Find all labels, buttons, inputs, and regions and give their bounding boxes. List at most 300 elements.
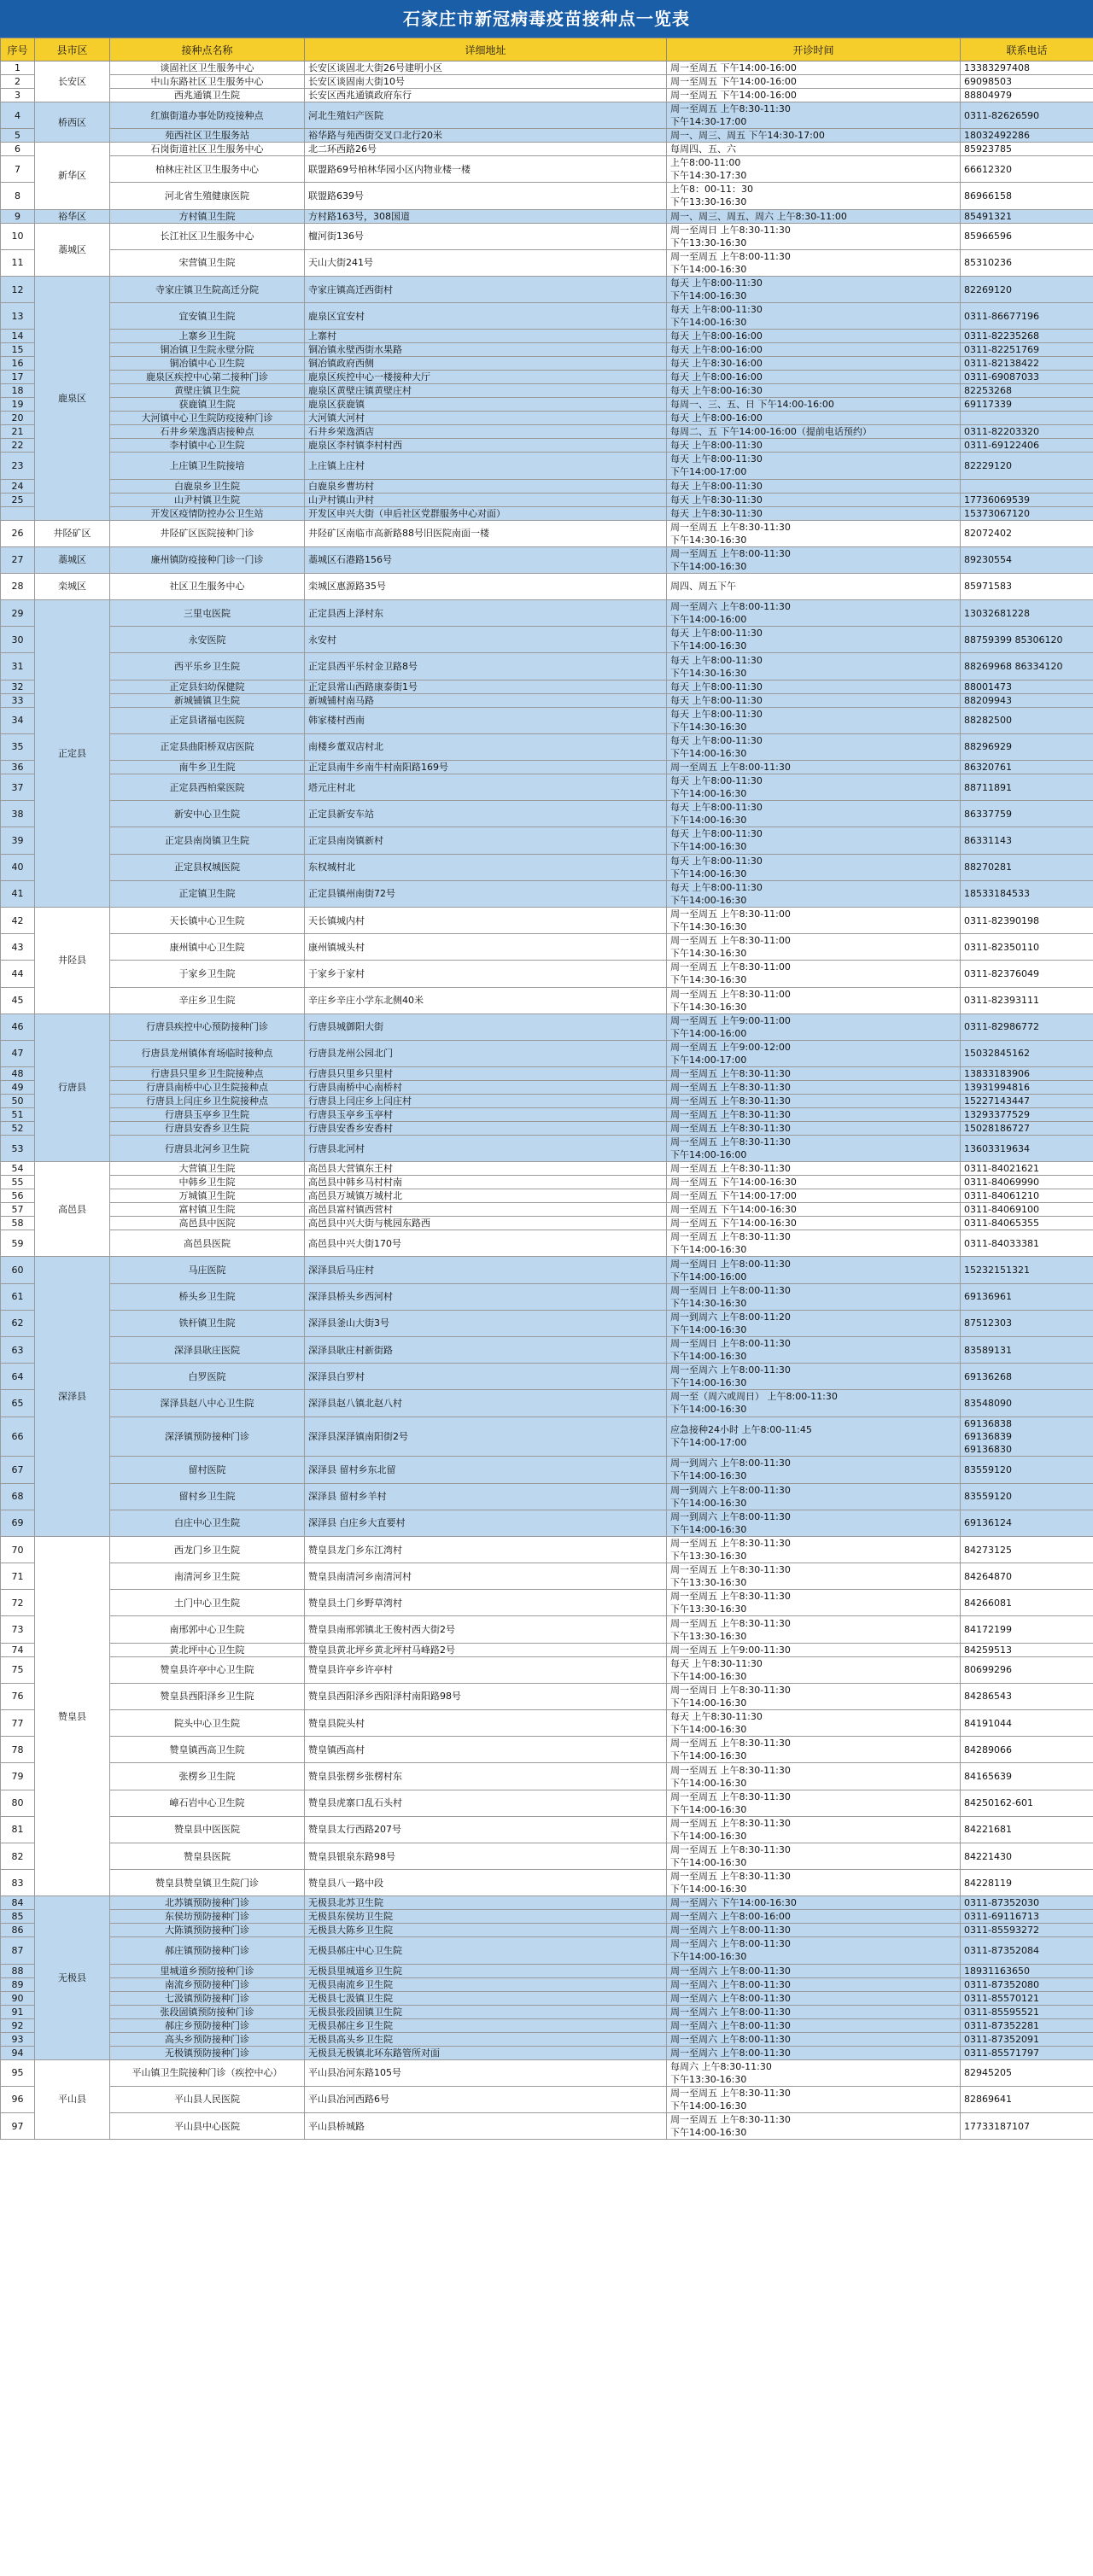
- cell-no: 78: [1, 1737, 35, 1763]
- cell-site-name: 南邢郭中心卫生院: [110, 1616, 305, 1643]
- table-row: [1, 934, 1093, 961]
- cell-address: 深泽县耿庄村新街路: [305, 1337, 667, 1364]
- table-header-row: [1, 38, 1093, 61]
- cell-no: 76: [1, 1683, 35, 1709]
- cell-no: 9: [1, 209, 35, 223]
- cell-hours: 每天 上午8:00-11:30 下午14:00-16:30: [667, 303, 961, 330]
- cell-no: 4: [1, 102, 35, 129]
- cell-no: 74: [1, 1643, 35, 1656]
- cell-address: 行唐县南桥中心南桥村: [305, 1081, 667, 1095]
- cell-site-name: 正定县妇幼保健院: [110, 680, 305, 693]
- cell-site-name: 郝庄镇预防接种门诊: [110, 1937, 305, 1964]
- cell-phone: 86337759: [961, 801, 1093, 827]
- cell-no: 31: [1, 653, 35, 680]
- cell-hours: 周一到周六 上午8:00-11:30 下午14:00-16:30: [667, 1510, 961, 1536]
- cell-phone: 80699296: [961, 1656, 1093, 1683]
- cell-no: 68: [1, 1483, 35, 1510]
- table-row: [1, 1643, 1093, 1656]
- cell-address: 南楼乡董双店村北: [305, 733, 667, 760]
- cell-site-name: 行唐县安香乡卫生院: [110, 1122, 305, 1136]
- cell-hours: 周一至周五 上午9:00-11:30: [667, 1643, 961, 1656]
- cell-address: 无极县里城道乡卫生院: [305, 1964, 667, 1977]
- cell-phone: 82072402: [961, 520, 1093, 546]
- cell-phone: 0311-84033381: [961, 1230, 1093, 1257]
- cell-no: 73: [1, 1616, 35, 1643]
- cell-site-name: 桥头乡卫生院: [110, 1283, 305, 1310]
- cell-no: 5: [1, 129, 35, 143]
- cell-address: 深泽县桥头乡西河村: [305, 1283, 667, 1310]
- cell-phone: 0311-82138422: [961, 357, 1093, 371]
- cell-site-name: 苑西社区卫生服务站: [110, 129, 305, 143]
- cell-county: 无极县: [35, 1896, 110, 2059]
- cell-address: 塔元庄村北: [305, 774, 667, 801]
- cell-address: 赞皇县八一路中段: [305, 1870, 667, 1896]
- cell-address: 行唐县上闫庄乡上闫庄村: [305, 1095, 667, 1108]
- header-site-name: 接种点名称: [110, 38, 305, 61]
- cell-address: 赞皇县许亭乡许亭村: [305, 1656, 667, 1683]
- cell-phone: 13383297408: [961, 61, 1093, 75]
- page-title: 石家庄市新冠病毒疫苗接种点一览表: [0, 0, 1093, 38]
- table-row: [1, 1510, 1093, 1536]
- cell-hours: 每天 上午8:00-16:00: [667, 412, 961, 425]
- cell-county: 藁城区: [35, 223, 110, 276]
- cell-hours: 周一、周三、周五 下午14:30-17:00: [667, 129, 961, 143]
- table-row: [1, 653, 1093, 680]
- cell-hours: 每周二、五 下午14:00-16:00（提前电话预约）: [667, 425, 961, 439]
- table-row: [1, 1230, 1093, 1257]
- cell-hours: 每天 上午8:00-11:30 下午14:30-16:30: [667, 707, 961, 733]
- cell-site-name: 上庄镇卫生院接培: [110, 453, 305, 479]
- cell-phone: 84191044: [961, 1710, 1093, 1737]
- cell-no: 1: [1, 61, 35, 75]
- cell-no: 22: [1, 439, 35, 453]
- cell-hours: 周一到周六 上午8:00-11:20 下午14:00-16:30: [667, 1310, 961, 1336]
- cell-phone: 0311-82393111: [961, 987, 1093, 1013]
- cell-hours: 周四、周五下午: [667, 573, 961, 599]
- cell-site-name: 郝庄乡预防接种门诊: [110, 2018, 305, 2032]
- table-row: [1, 276, 1093, 302]
- table-row: [1, 493, 1093, 506]
- cell-site-name: 白庄中心卫生院: [110, 1510, 305, 1536]
- cell-hours: 周一至周五 上午8:30-11:30 下午13:30-16:30: [667, 1536, 961, 1563]
- cell-phone: 85310236: [961, 249, 1093, 276]
- table-row: [1, 1991, 1093, 2005]
- cell-phone: 0311-84069100: [961, 1203, 1093, 1217]
- table-row: [1, 425, 1093, 439]
- cell-phone: 86331143: [961, 827, 1093, 854]
- cell-hours: 周一至周五 上午8:30-11:30 下午14:00-16:30: [667, 1790, 961, 1816]
- table-row: [1, 183, 1093, 209]
- cell-address: 裕华路与苑西街交叉口北行20米: [305, 129, 667, 143]
- cell-phone: 18032492286: [961, 129, 1093, 143]
- cell-site-name: 深泽县赵八中心卫生院: [110, 1390, 305, 1417]
- cell-phone: 83548090: [961, 1390, 1093, 1417]
- cell-no: 23: [1, 453, 35, 479]
- cell-site-name: 正定县权城医院: [110, 854, 305, 880]
- cell-no: 43: [1, 934, 35, 961]
- cell-no: 72: [1, 1590, 35, 1616]
- cell-address: 无极县郝庄乡卫生院: [305, 2018, 667, 2032]
- cell-address: 长安区西兆通镇政府东行: [305, 89, 667, 102]
- cell-address: 无极县无极镇北环东路管所对面: [305, 2046, 667, 2059]
- cell-phone: 84228119: [961, 1870, 1093, 1896]
- cell-address: 联盟路69号柏林华园小区内物业楼一楼: [305, 156, 667, 183]
- table-row: [1, 1162, 1093, 1176]
- cell-site-name: 中韩乡卫生院: [110, 1176, 305, 1189]
- cell-address: 无极县北苏卫生院: [305, 1896, 667, 1910]
- table-row: [1, 223, 1093, 249]
- cell-phone: 84172199: [961, 1616, 1093, 1643]
- cell-site-name: 寺家庄镇卫生院高迁分院: [110, 276, 305, 302]
- cell-no: 69: [1, 1510, 35, 1536]
- cell-hours: 周一、周三、周五、周六 上午8:30-11:00: [667, 209, 961, 223]
- table-row: [1, 102, 1093, 129]
- cell-address: 铜冶镇永壁西街水果路: [305, 343, 667, 357]
- cell-no: 87: [1, 1937, 35, 1964]
- cell-hours: 周一至周五 下午14:00-17:00: [667, 1189, 961, 1203]
- cell-no: 96: [1, 2086, 35, 2112]
- cell-hours: 每天 上午8:30-11:30: [667, 506, 961, 520]
- cell-phone: 0311-84069990: [961, 1176, 1093, 1189]
- cell-hours: 周一至周日 上午8:00-11:30 下午14:30-16:30: [667, 1283, 961, 1310]
- table-row: [1, 1067, 1093, 1081]
- table-row: [1, 1616, 1093, 1643]
- cell-hours: 周一至周六 上午8:00-11:30: [667, 2018, 961, 2032]
- cell-no: 84: [1, 1896, 35, 1910]
- table-row: [1, 1816, 1093, 1843]
- cell-hours: 每天 上午8:00-11:30: [667, 693, 961, 707]
- cell-site-name: 西龙门乡卫生院: [110, 1536, 305, 1563]
- cell-no: 10: [1, 223, 35, 249]
- cell-hours: 周一至周五 上午8:30-11:30 下午14:00-16:30: [667, 1230, 961, 1257]
- cell-county: 井陉县: [35, 907, 110, 1013]
- cell-site-name: 深泽镇预防接种门诊: [110, 1417, 305, 1457]
- cell-address: 天长镇城内村: [305, 907, 667, 933]
- cell-phone: 83559120: [961, 1457, 1093, 1483]
- header-hours: 开诊时间: [667, 38, 961, 61]
- table-row: [1, 2059, 1093, 2086]
- cell-hours: 每天 上午8:00-11:30 下午14:00-16:30: [667, 276, 961, 302]
- table-row: [1, 854, 1093, 880]
- cell-phone: 69136961: [961, 1283, 1093, 1310]
- cell-address: 天山大街241号: [305, 249, 667, 276]
- table-row: [1, 2112, 1093, 2139]
- table-row: [1, 1122, 1093, 1136]
- cell-no: 75: [1, 1656, 35, 1683]
- cell-no: 64: [1, 1364, 35, 1390]
- cell-no: 35: [1, 733, 35, 760]
- table-row: [1, 384, 1093, 398]
- cell-site-name: 南清河乡卫生院: [110, 1563, 305, 1590]
- cell-phone: 88282500: [961, 707, 1093, 733]
- cell-address: 正定县新安车站: [305, 801, 667, 827]
- cell-phone: [961, 412, 1093, 425]
- cell-site-name: 三里屯医院: [110, 600, 305, 627]
- table-row: [1, 1081, 1093, 1095]
- table-row: [1, 1964, 1093, 1977]
- cell-site-name: 正定县诸福屯医院: [110, 707, 305, 733]
- cell-hours: 周一至周六 上午8:00-16:00: [667, 1910, 961, 1924]
- cell-phone: 84250162-601: [961, 1790, 1093, 1816]
- cell-address: 深泽县 留村乡东北留: [305, 1457, 667, 1483]
- cell-hours: 每天 上午8:00-11:30 下午14:00-16:30: [667, 854, 961, 880]
- cell-address: 深泽县白罗村: [305, 1364, 667, 1390]
- cell-phone: 18931163650: [961, 1964, 1093, 1977]
- cell-address: 赞皇县院头村: [305, 1710, 667, 1737]
- cell-no: 91: [1, 2005, 35, 2018]
- cell-hours: 每天 上午8:00-11:30 下午14:00-16:30: [667, 627, 961, 653]
- cell-address: 铜冶镇政府西侧: [305, 357, 667, 371]
- cell-no: 2: [1, 75, 35, 89]
- cell-no: 71: [1, 1563, 35, 1590]
- cell-no: 89: [1, 1977, 35, 1991]
- cell-site-name: 石岗街道社区卫生服务中心: [110, 143, 305, 156]
- cell-site-name: 社区卫生服务中心: [110, 573, 305, 599]
- table-row: [1, 2018, 1093, 2032]
- cell-hours: 周一至周日 上午8:30-11:30 下午14:00-16:30: [667, 1683, 961, 1709]
- cell-hours: 每天 上午8:00-11:30 下午14:00-16:30: [667, 733, 961, 760]
- header-county: 县市区: [35, 38, 110, 61]
- cell-phone: 82945205: [961, 2059, 1093, 2086]
- cell-phone: 88209943: [961, 693, 1093, 707]
- cell-no: 92: [1, 2018, 35, 2032]
- cell-hours: 每天 上午8:30-11:30 下午14:00-16:30: [667, 1710, 961, 1737]
- cell-no: 26: [1, 520, 35, 546]
- cell-no: 47: [1, 1040, 35, 1066]
- cell-hours: 每天 上午8:00-16:00: [667, 343, 961, 357]
- cell-address: 永安村: [305, 627, 667, 653]
- cell-site-name: 白罗医院: [110, 1364, 305, 1390]
- cell-site-name: 红旗街道办事处防疫接种点: [110, 102, 305, 129]
- cell-phone: 0311-84061210: [961, 1189, 1093, 1203]
- cell-phone: 15227143447: [961, 1095, 1093, 1108]
- cell-no: 14: [1, 330, 35, 343]
- table-row: [1, 330, 1093, 343]
- cell-no: 88: [1, 1964, 35, 1977]
- cell-address: 深泽县釜山大街3号: [305, 1310, 667, 1336]
- table-row: [1, 1417, 1093, 1457]
- cell-address: 无极县南流乡卫生院: [305, 1977, 667, 1991]
- cell-site-name: 行唐县北河乡卫生院: [110, 1136, 305, 1162]
- cell-hours: 周一至周六 上午8:00-11:30 下午14:00-16:00: [667, 600, 961, 627]
- cell-hours: 周一至周五 下午14:00-16:30: [667, 1217, 961, 1230]
- cell-site-name: 平山县人民医院: [110, 2086, 305, 2112]
- cell-site-name: 留村医院: [110, 1457, 305, 1483]
- cell-hours: 周一至周日 上午8:00-11:30 下午14:00-16:30: [667, 1337, 961, 1364]
- cell-no: 55: [1, 1176, 35, 1189]
- cell-no: 77: [1, 1710, 35, 1737]
- cell-no: 17: [1, 371, 35, 384]
- cell-phone: 84221430: [961, 1843, 1093, 1869]
- cell-hours: 周一至周六 下午14:00-16:30: [667, 1896, 961, 1910]
- cell-address: 行唐县龙州公园北门: [305, 1040, 667, 1066]
- table-row: [1, 1656, 1093, 1683]
- cell-phone: 84266081: [961, 1590, 1093, 1616]
- table-body: [1, 61, 1093, 2140]
- cell-site-name: 高头乡预防接种门诊: [110, 2032, 305, 2046]
- cell-site-name: 张段固镇预防接种门诊: [110, 2005, 305, 2018]
- cell-address: 鹿泉区疾控中心一楼接种大厅: [305, 371, 667, 384]
- cell-hours: 每天 上午8:30-11:30 下午14:00-16:30: [667, 1656, 961, 1683]
- cell-phone: 85923785: [961, 143, 1093, 156]
- cell-hours: 每天 上午8:00-11:30 下午14:00-16:30: [667, 880, 961, 907]
- cell-phone: 0311-84021621: [961, 1162, 1093, 1176]
- table-row: [1, 439, 1093, 453]
- cell-address: 行唐县玉亭乡玉亭村: [305, 1108, 667, 1122]
- cell-address: 石井乡荣逸酒店: [305, 425, 667, 439]
- cell-no: 38: [1, 801, 35, 827]
- cell-address: 无极县郝庄中心卫生院: [305, 1937, 667, 1964]
- cell-hours: 周一至周五 下午14:00-16:00: [667, 89, 961, 102]
- cell-no: 70: [1, 1536, 35, 1563]
- cell-hours: 周一至周五 上午8:30-11:30 下午14:30-17:00: [667, 102, 961, 129]
- cell-phone: 69098503: [961, 75, 1093, 89]
- table-row: [1, 143, 1093, 156]
- cell-no: 8: [1, 183, 35, 209]
- cell-site-name: 行唐县上闫庄乡卫生院接种点: [110, 1095, 305, 1108]
- cell-site-name: 高邑县医院: [110, 1230, 305, 1257]
- cell-address: 白鹿泉乡曹坊村: [305, 479, 667, 493]
- table-row: [1, 479, 1093, 493]
- cell-hours: 周一至周六 上午8:00-11:30: [667, 2005, 961, 2018]
- cell-address: 赞皇县龙门乡东江湾村: [305, 1536, 667, 1563]
- table-row: [1, 733, 1093, 760]
- cell-site-name: 西平乐乡卫生院: [110, 653, 305, 680]
- cell-site-name: 新安中心卫生院: [110, 801, 305, 827]
- table-row: [1, 412, 1093, 425]
- cell-phone: 89230554: [961, 546, 1093, 573]
- cell-address: 无极县大陈乡卫生院: [305, 1924, 667, 1937]
- cell-site-name: 张楞乡卫生院: [110, 1763, 305, 1790]
- header-address: 详细地址: [305, 38, 667, 61]
- cell-no: 29: [1, 600, 35, 627]
- table-row: [1, 249, 1093, 276]
- cell-hours: 每周六 上午8:30-11:30 下午13:30-16:30: [667, 2059, 961, 2086]
- table-row: [1, 1763, 1093, 1790]
- table-row: [1, 880, 1093, 907]
- cell-no: 85: [1, 1910, 35, 1924]
- table-row: [1, 774, 1093, 801]
- cell-no: 80: [1, 1790, 35, 1816]
- cell-hours: 周一至周五 上午8:30-11:30 下午14:00-16:30: [667, 1816, 961, 1843]
- cell-address: 无极县七汲镇卫生院: [305, 1991, 667, 2005]
- cell-site-name: 廉州镇防疫接种门诊一门诊: [110, 546, 305, 573]
- cell-phone: [961, 479, 1093, 493]
- cell-no: 42: [1, 907, 35, 933]
- cell-phone: 0311-87352091: [961, 2032, 1093, 2046]
- cell-phone: 82253268: [961, 384, 1093, 398]
- cell-hours: 周一至周五 上午8:30-11:30 下午14:00-16:00: [667, 1136, 961, 1162]
- cell-phone: 0311-85571797: [961, 2046, 1093, 2059]
- cell-hours: 周一至周日 上午8:30-11:30 下午13:30-16:30: [667, 223, 961, 249]
- cell-hours: 每天 上午8:00-11:30 下午14:00-17:00: [667, 453, 961, 479]
- cell-hours: 每周四、五、六: [667, 143, 961, 156]
- cell-site-name: 于家乡卫生院: [110, 961, 305, 987]
- cell-address: 高邑县中兴大街与桃园东路西: [305, 1217, 667, 1230]
- cell-phone: 0311-82235268: [961, 330, 1093, 343]
- cell-site-name: 白鹿泉乡卫生院: [110, 479, 305, 493]
- cell-phone: 84165639: [961, 1763, 1093, 1790]
- table-row: [1, 1457, 1093, 1483]
- cell-address: 正定县南牛乡南牛村南阳路169号: [305, 761, 667, 774]
- cell-no: 28: [1, 573, 35, 599]
- cell-county: 新华区: [35, 143, 110, 209]
- cell-address: 高邑县万城镇万城村北: [305, 1189, 667, 1203]
- cell-site-name: 正定镇卫生院: [110, 880, 305, 907]
- cell-address: 平山县冶河东路105号: [305, 2059, 667, 2086]
- cell-hours: 周一至周五 上午8:30-11:30: [667, 1162, 961, 1176]
- cell-no: 61: [1, 1283, 35, 1310]
- cell-hours: 每天 上午8:00-11:30: [667, 680, 961, 693]
- cell-address: 深泽县赵八镇北赵八村: [305, 1390, 667, 1417]
- cell-hours: 周一至周五 下午14:00-16:00: [667, 75, 961, 89]
- cell-phone: 88001473: [961, 680, 1093, 693]
- cell-phone: 88759399 85306120: [961, 627, 1093, 653]
- table-row: [1, 693, 1093, 707]
- cell-phone: 0311-82350110: [961, 934, 1093, 961]
- cell-phone: 87512303: [961, 1310, 1093, 1336]
- table-row: [1, 1217, 1093, 1230]
- cell-phone: 84286543: [961, 1683, 1093, 1709]
- cell-no: 51: [1, 1108, 35, 1122]
- cell-phone: 17733187107: [961, 2112, 1093, 2139]
- cell-hours: 周一至周五 上午8:30-11:30 下午13:30-16:30: [667, 1590, 961, 1616]
- table-row: [1, 2046, 1093, 2059]
- table-row: [1, 1136, 1093, 1162]
- cell-address: 栾城区惠源路35号: [305, 573, 667, 599]
- cell-no: 27: [1, 546, 35, 573]
- table-row: [1, 343, 1093, 357]
- cell-address: 赞皇县南邢郭镇北王俊村西大街2号: [305, 1616, 667, 1643]
- cell-site-name: 山尹村镇卫生院: [110, 493, 305, 506]
- cell-hours: 每天 上午8:30-11:30: [667, 493, 961, 506]
- cell-no: 93: [1, 2032, 35, 2046]
- cell-site-name: 行唐县龙州镇体育场临时接种点: [110, 1040, 305, 1066]
- cell-phone: 88270281: [961, 854, 1093, 880]
- table-row: [1, 1364, 1093, 1390]
- cell-address: 上寨村: [305, 330, 667, 343]
- cell-site-name: 获鹿镇卫生院: [110, 398, 305, 412]
- cell-phone: 15373067120: [961, 506, 1093, 520]
- cell-phone: 86320761: [961, 761, 1093, 774]
- cell-no: 59: [1, 1230, 35, 1257]
- cell-site-name: 正定县西柏棠医院: [110, 774, 305, 801]
- cell-phone: 85971583: [961, 573, 1093, 599]
- cell-address: 赞皇县土门乡野草湾村: [305, 1590, 667, 1616]
- cell-site-name: 大营镇卫生院: [110, 1162, 305, 1176]
- cell-site-name: 赞皇镇西高卫生院: [110, 1737, 305, 1763]
- cell-no: 63: [1, 1337, 35, 1364]
- cell-hours: 每天 上午8:00-11:30 下午14:00-16:30: [667, 774, 961, 801]
- cell-hours: 周一至周五 上午8:30-11:30 下午13:30-16:30: [667, 1616, 961, 1643]
- header-phone: 联系电话: [961, 38, 1093, 61]
- table-row: [1, 1896, 1093, 1910]
- cell-hours: 周一至周五 上午8:30-11:30 下午14:00-16:30: [667, 1870, 961, 1896]
- table-row: [1, 907, 1093, 933]
- cell-no: 34: [1, 707, 35, 733]
- table-row: [1, 209, 1093, 223]
- cell-address: 深泽县深泽镇南阳街2号: [305, 1417, 667, 1457]
- table-row: [1, 1737, 1093, 1763]
- cell-phone: 82869641: [961, 2086, 1093, 2112]
- table-row: [1, 600, 1093, 627]
- cell-site-name: 中山东路社区卫生服务中心: [110, 75, 305, 89]
- cell-phone: 83559120: [961, 1483, 1093, 1510]
- cell-county: 赞皇县: [35, 1536, 110, 1895]
- cell-no: 57: [1, 1203, 35, 1217]
- cell-phone: 88711891: [961, 774, 1093, 801]
- cell-site-name: 永安医院: [110, 627, 305, 653]
